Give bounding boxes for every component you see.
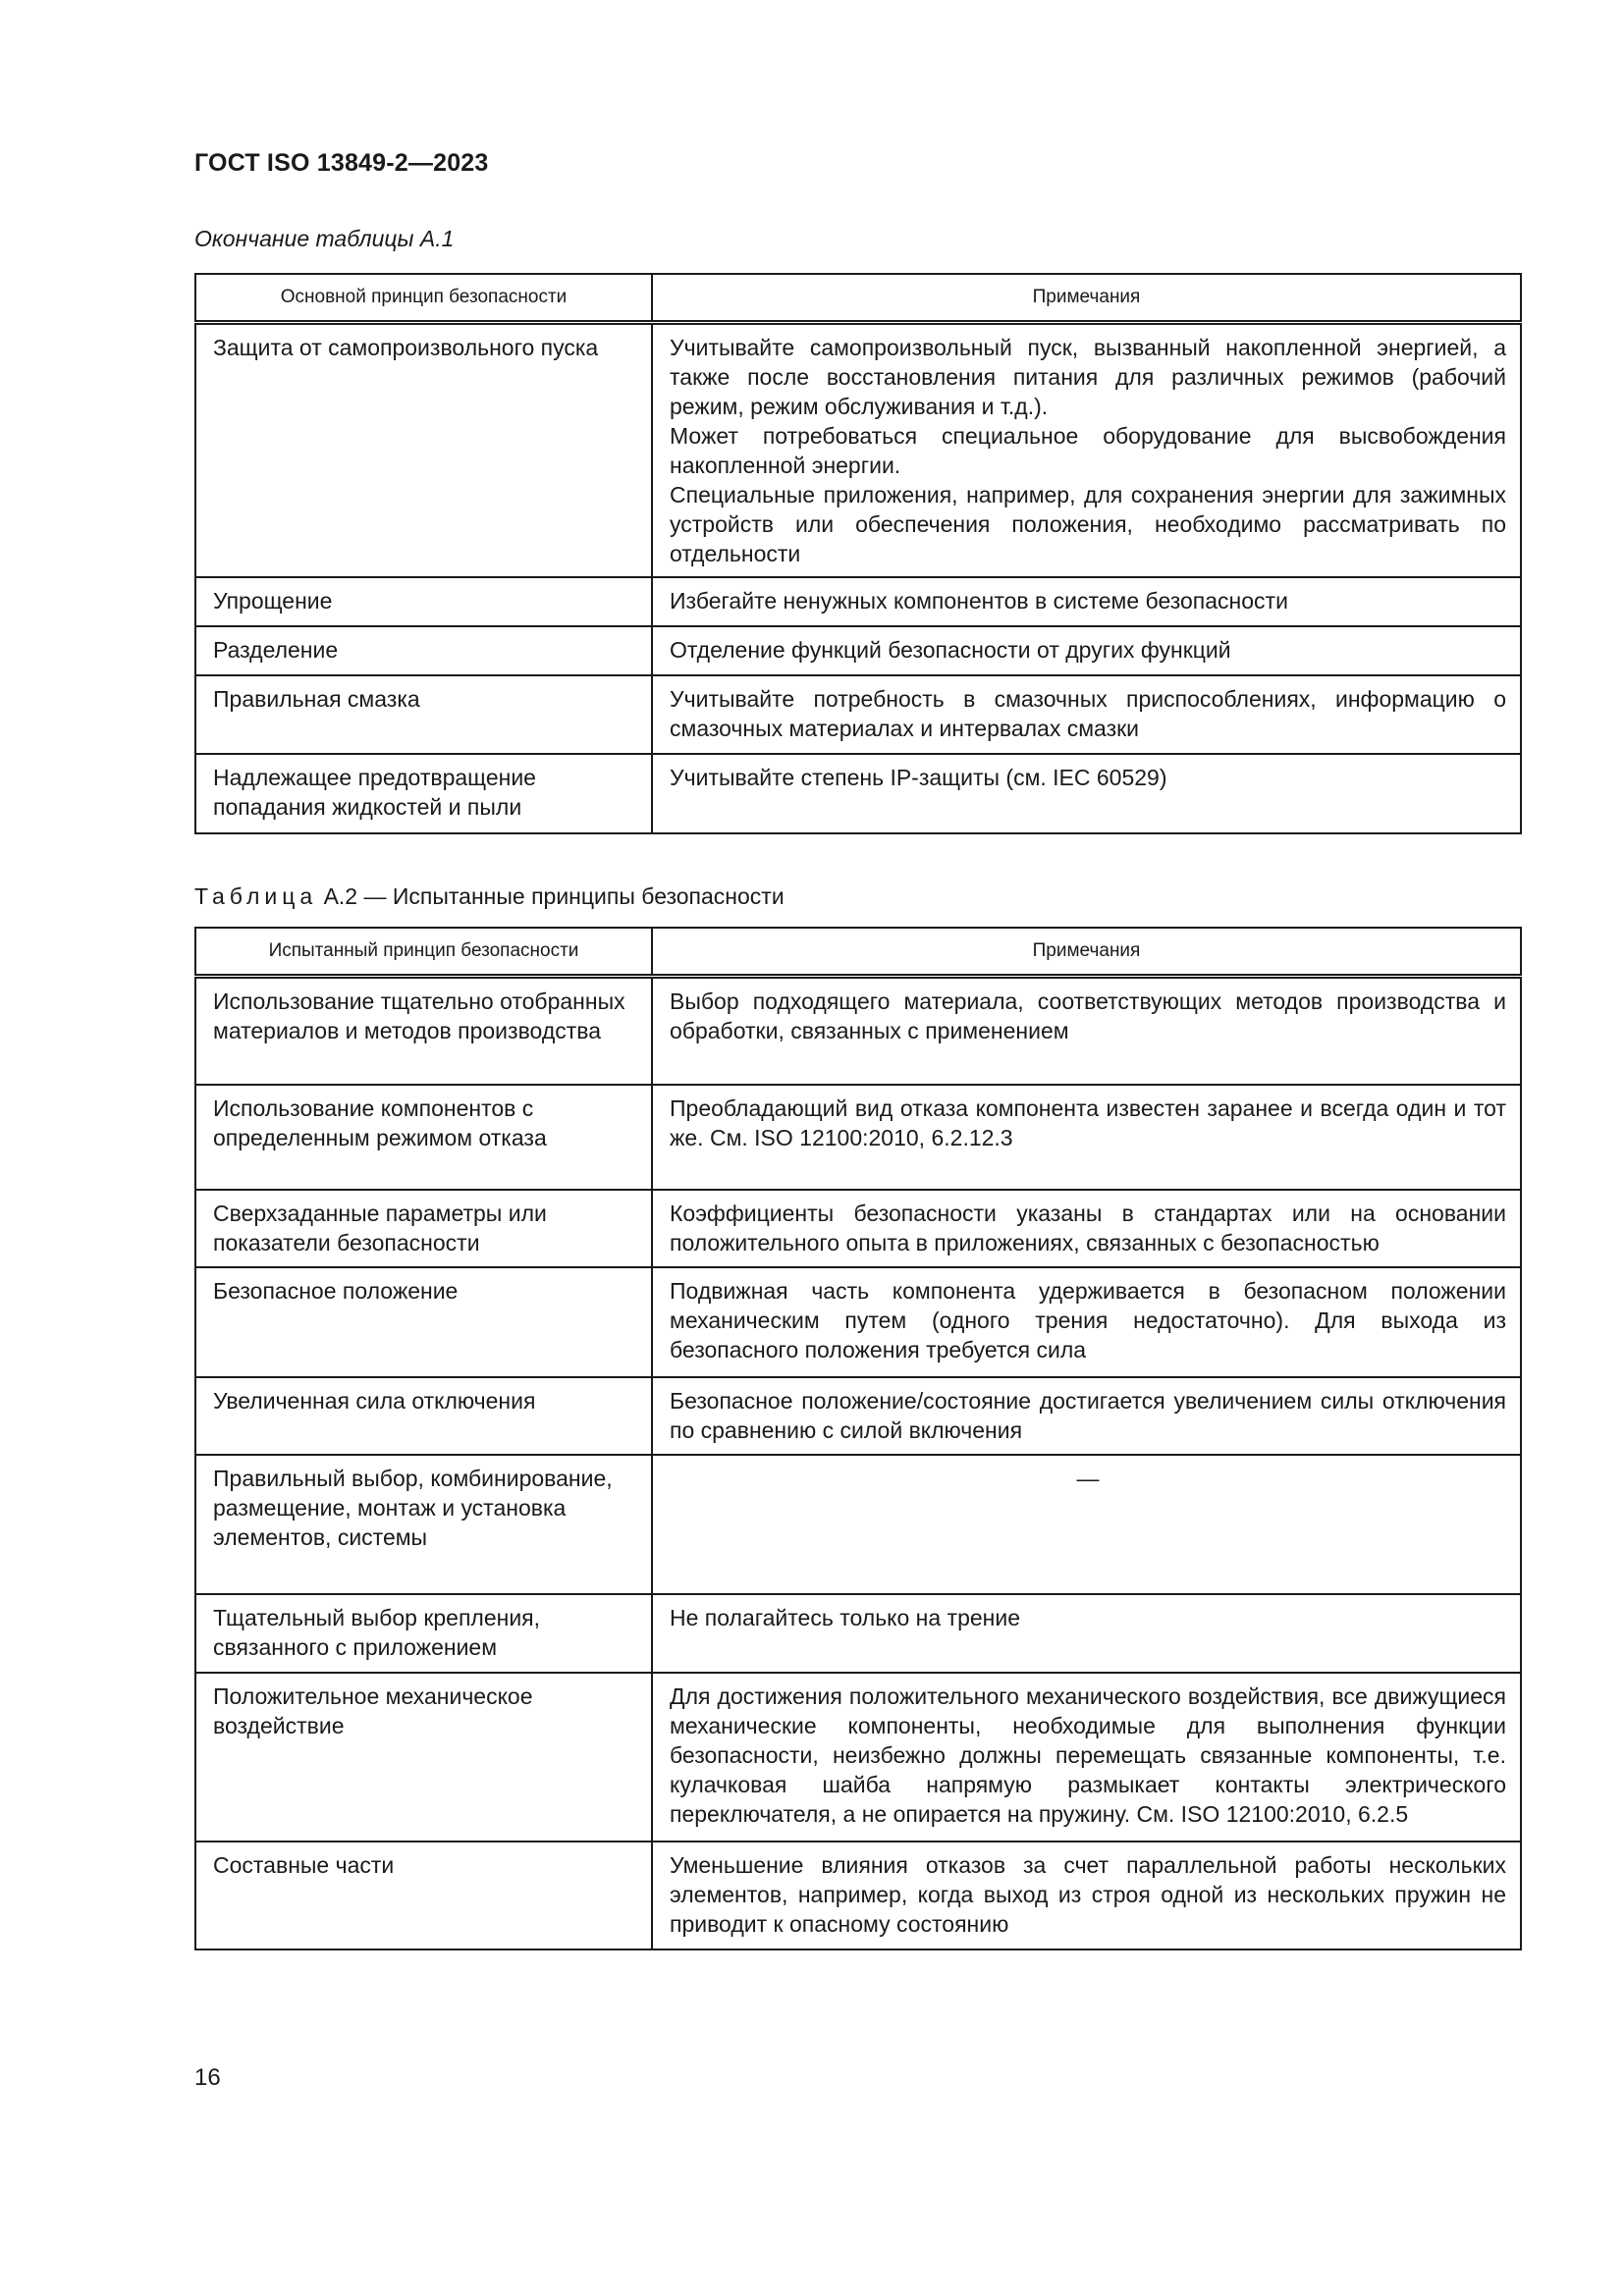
table-row [195,1673,1521,1842]
principle-cell: Тщательный выбор крепления, связанного с приложением [195,1594,652,1673]
table-title: А.2 — Испытанные принципы безопасности [317,883,785,909]
table-row [195,1377,1521,1455]
principle-cell: Защита от самопроизвольного пуска [195,323,652,578]
column-header-notes: Примечания [652,928,1521,977]
table-row [195,977,1521,1085]
principle-cell: Надлежащее предотвращение попадания жидкостей и пыли [195,754,652,833]
note-cell: Уменьшение влияния отказов за счет параллельной работы нескольких элементов, например, когда выход из строя одной из нескольких пружин не приводит к опасному состоянию [652,1842,1521,1949]
principle-cell: Положительное механическое воздействие [195,1673,652,1842]
note-paragraph: Учитывайте самопроизвольный пуск, вызванный накопленной энергией, а также после восстановления питания для различных режимов (рабочий режим, режим обслуживания и т.д.). [670,335,1506,419]
note-cell: — [652,1455,1521,1594]
page-number: 16 [194,2064,221,2091]
note-cell: Учитывайте степень IP-защиты (см. IEC 60529) [652,754,1521,833]
table-row [195,323,1521,578]
note-cell: Безопасное положение/состояние достигается увеличением силы отключения по сравнению с силой включения [652,1377,1521,1455]
note-paragraph: Специальные приложения, например, для сохранения энергии для зажимных устройств или обеспечения положения, необходимо рассматривать по отдельности [670,482,1506,566]
note-cell [652,323,1521,578]
note-cell: Преобладающий вид отказа компонента известен заранее и всегда один и тот же. См. ISO 12100:2010, 6.2.12.3 [652,1085,1521,1190]
table-row [195,1085,1521,1190]
column-header-principle: Испытанный принцип безопасности [195,928,652,977]
table-a2 [194,927,1522,1950]
table-a1-continuation-caption: Окончание таблицы А.1 [194,226,455,251]
principle-cell: Составные части [195,1842,652,1949]
column-header-principle: Основной принцип безопасности [195,274,652,323]
principle-cell: Правильный выбор, комбинирование, размещение, монтаж и установка элементов, системы [195,1455,652,1594]
table-row [195,577,1521,626]
table-row [195,1190,1521,1267]
note-cell: Коэффициенты безопасности указаны в стандартах или на основании положительного опыта в приложениях, связанных с безопасностью [652,1190,1521,1267]
table-row [195,1594,1521,1673]
table-header-row [195,274,1521,323]
note-cell: Не полагайтесь только на трение [652,1594,1521,1673]
table-row [195,754,1521,833]
principle-cell: Сверхзаданные параметры или показатели безопасности [195,1190,652,1267]
note-cell: Выбор подходящего материала, соответствующих методов производства и обработки, связанных с применением [652,977,1521,1085]
table-a2-caption [194,883,785,910]
note-cell: Для достижения положительного механического воздействия, все движущиеся механические компоненты, необходимые для выполнения функции безопасности, неизбежно должны перемещать связанные компоненты, т.е. кулачковая шайба напрямую размыкает контакты электрического переключателя, а не опирается на пружину. См. ISO 12100:2010, 6.2.5 [652,1673,1521,1842]
table-header-row [195,928,1521,977]
principle-cell: Увеличенная сила отключения [195,1377,652,1455]
table-row [195,1455,1521,1594]
note-cell: Отделение функций безопасности от других функций [652,626,1521,675]
note-cell: Подвижная часть компонента удерживается в безопасном положении механическим путем (одного трения недостаточно). Для выхода из безопасного положения требуется сила [652,1267,1521,1377]
note-cell: Учитывайте потребность в смазочных приспособлениях, информацию о смазочных материалах и интервалах смазки [652,675,1521,754]
table-label: Таблица [194,883,318,909]
table-a1 [194,273,1522,834]
table-row [195,626,1521,675]
principle-cell: Разделение [195,626,652,675]
principle-cell: Использование тщательно отобранных материалов и методов производства [195,977,652,1085]
column-header-notes: Примечания [652,274,1521,323]
principle-cell: Правильная смазка [195,675,652,754]
principle-cell: Использование компонентов с определенным режимом отказа [195,1085,652,1190]
principle-cell: Упрощение [195,577,652,626]
table-row [195,675,1521,754]
table-row [195,1267,1521,1377]
note-paragraph: Может потребоваться специальное оборудование для высвобождения накопленной энергии. [670,423,1506,478]
table-row [195,1842,1521,1949]
principle-cell: Безопасное положение [195,1267,652,1377]
note-cell: Избегайте ненужных компонентов в системе безопасности [652,577,1521,626]
document-code: ГОСТ ISO 13849-2—2023 [194,149,489,177]
